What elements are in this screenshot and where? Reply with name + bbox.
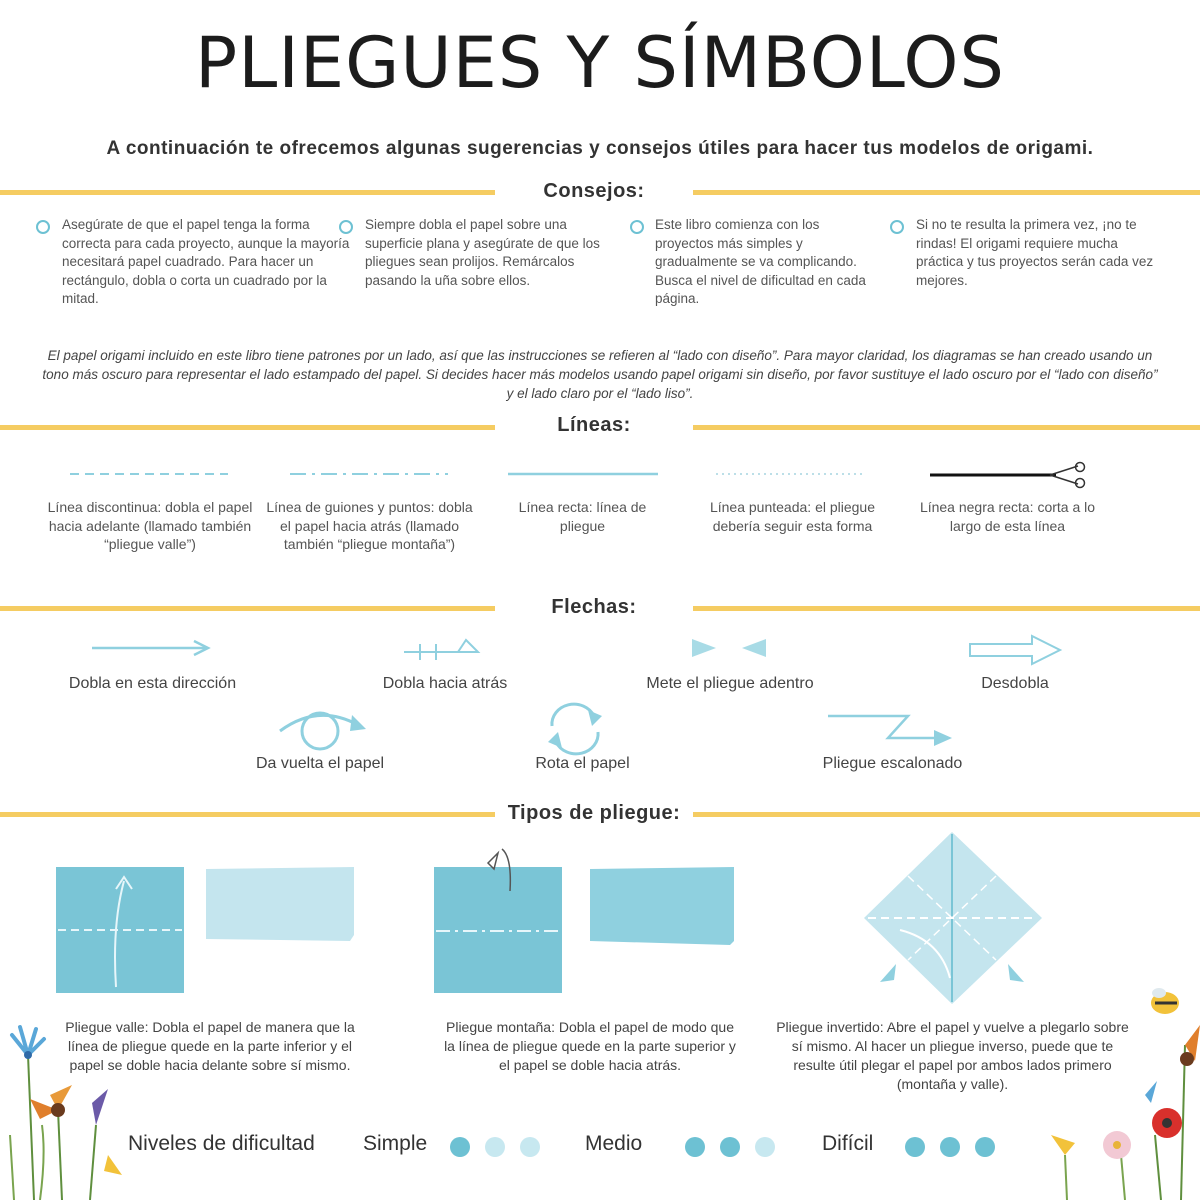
scissors-line-icon	[930, 462, 1090, 488]
arrow-caption: Dobla hacia atrás	[382, 675, 508, 692]
dash-dot-line-icon	[290, 466, 450, 482]
tip-item: Si no te resulta la primera vez, ¡no te rindas! El origami requiere mucha práctica y tus proyectos serán cada vez mejores.	[916, 217, 1154, 288]
step-fold-arrow-icon	[826, 710, 958, 750]
valley-fold-diagram-icon	[54, 865, 359, 997]
page-title: PLIEGUES Y SÍMBOLOS	[195, 22, 1005, 104]
line-caption: Línea negra recta: corta a lo largo de esta línea	[919, 499, 1096, 534]
difficulty-dot-filled	[685, 1137, 705, 1157]
difficulty-dot-filled	[975, 1137, 995, 1157]
difficulty-simple-label: Simple	[363, 1132, 428, 1155]
tip-bullet-icon	[630, 220, 644, 234]
fold-back-arrow-icon	[402, 638, 482, 662]
fold-type-caption: Pliegue invertido: Abre el papel y vuelve a plegarlo sobre sí mismo. Al hacer un pliegue inverso, puede que te resulte útil plegar el papel por ambos lados primero (montaña y valle).	[776, 1019, 1129, 1092]
arrow-caption: Dobla en esta dirección	[68, 675, 237, 692]
wildflowers-right-icon	[1025, 985, 1200, 1200]
dashed-line-icon	[70, 466, 230, 482]
solid-line-icon	[508, 466, 660, 482]
line-caption: Línea punteada: el pliegue debería seguir esta forma	[709, 499, 876, 534]
fold-types-heading: Tipos de pliegue:	[507, 802, 681, 824]
difficulty-dot-filled	[720, 1137, 740, 1157]
tip-item: Este libro comienza con los proyectos más simples y gradualmente se va complicando. Busca el nivel de dificultad en cada página.	[655, 217, 866, 306]
difficulty-hard-label: Difícil	[822, 1132, 874, 1155]
section-divider-right	[693, 425, 1200, 430]
difficulty-dot-empty	[485, 1137, 505, 1157]
section-divider-right	[693, 812, 1200, 817]
patterned-paper-note: El papel origami incluido en este libro tiene patrones por un lado, así que las instrucciones se refieren al “lado con diseño”. Para mayor claridad, los diagramas se han creado usando un tono más oscuro para representar el lado estampado del papel. Si decides hacer más modelos usando papel origami sin diseño, por favor sustituye el lado oscuro por el “lado con diseño” y el lado claro por el “lado liso”.	[42, 348, 1158, 401]
dotted-line-icon	[716, 466, 868, 482]
page-subtitle: A continuación te ofrecemos algunas sugerencias y consejos útiles para hacer tus modelos de origami.	[106, 138, 1094, 159]
difficulty-medium-label: Medio	[585, 1132, 643, 1155]
tip-bullet-icon	[339, 220, 353, 234]
arrow-caption: Pliegue escalonado	[822, 755, 963, 772]
difficulty-dot-empty	[520, 1137, 540, 1157]
section-divider-left	[0, 425, 495, 430]
line-caption: Línea recta: línea de pliegue	[518, 499, 647, 534]
mountain-fold-diagram-icon	[432, 845, 737, 997]
lines-heading: Líneas:	[557, 414, 631, 436]
section-divider-left	[0, 812, 495, 817]
reverse-fold-diagram-icon	[860, 830, 1046, 1006]
tips-heading: Consejos:	[543, 180, 645, 202]
section-divider-left	[0, 606, 495, 611]
tip-item: Siempre dobla el papel sobre una superficie plana y asegúrate de que los pliegues sean prolijos. Remárcalos pasando la uña sobre ellos.	[365, 217, 600, 288]
tip-bullet-icon	[890, 220, 904, 234]
arrow-caption: Desdobla	[981, 675, 1049, 692]
arrow-caption: Rota el papel	[535, 755, 630, 772]
fold-type-caption: Pliegue valle: Dobla el papel de manera que la línea de pliegue quede en la parte inferior y el papel se doble hacia delante sobre sí mismo.	[65, 1019, 355, 1073]
difficulty-levels-label: Niveles de dificultad	[128, 1132, 315, 1155]
line-caption: Línea de guiones y puntos: dobla el papel hacia atrás (llamado también “pliegue montaña”)	[266, 499, 473, 552]
wildflowers-left-icon	[0, 1015, 130, 1200]
turn-over-arrow-icon	[278, 707, 368, 755]
fold-type-caption: Pliegue montaña: Dobla el papel de modo que la línea de pliegue quede en la parte superior y el papel se doble hacia atrás.	[444, 1019, 736, 1073]
difficulty-dot-filled	[450, 1137, 470, 1157]
difficulty-dot-filled	[940, 1137, 960, 1157]
fold-direction-arrow-icon	[92, 638, 212, 658]
arrows-heading: Flechas:	[551, 596, 637, 618]
unfold-arrow-icon	[968, 634, 1064, 666]
rotate-arrow-icon	[544, 704, 606, 752]
section-divider-right	[693, 606, 1200, 611]
tuck-in-arrow-icon	[690, 636, 770, 660]
tip-item: Asegúrate de que el papel tenga la forma correcta para cada proyecto, aunque la mayoría necesitará papel cuadrado. Para hacer un rectángulo, dobla o corta un cuadrado por la mitad.	[62, 217, 350, 306]
difficulty-dot-filled	[905, 1137, 925, 1157]
arrow-caption: Mete el pliegue adentro	[646, 675, 814, 692]
line-caption: Línea discontinua: dobla el papel hacia adelante (llamado también “pliegue valle”)	[47, 499, 253, 552]
section-divider-left	[0, 190, 495, 195]
tip-bullet-icon	[36, 220, 50, 234]
section-divider-right	[693, 190, 1200, 195]
arrow-caption: Da vuelta el papel	[255, 755, 385, 772]
difficulty-dot-empty	[755, 1137, 775, 1157]
